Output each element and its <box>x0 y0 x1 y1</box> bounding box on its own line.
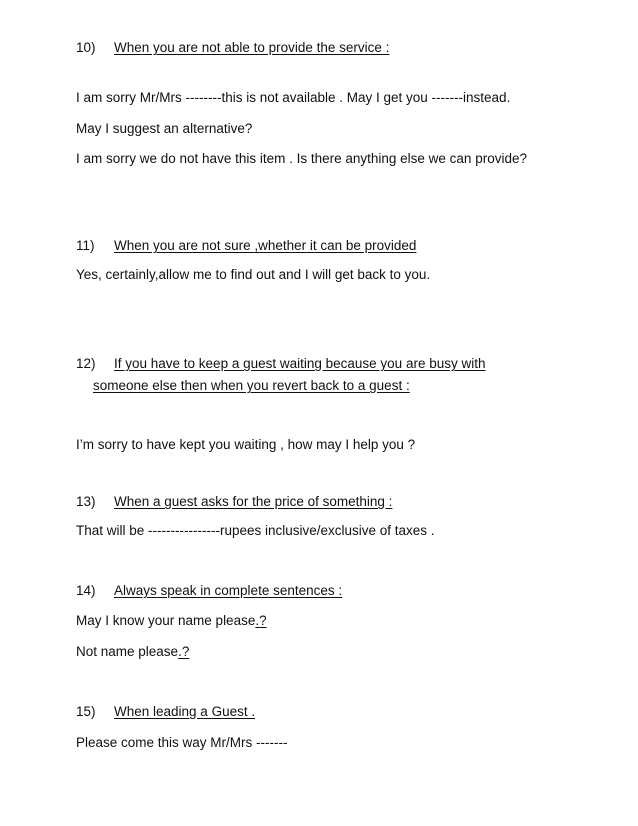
section-heading-text: When you are not sure ,whether it can be provided <box>114 238 417 253</box>
section-15-heading <box>76 703 255 721</box>
line-suffix: .? <box>255 613 267 628</box>
section-10-line-1: I am sorry Mr/Mrs --------this is not available . May I get you -------instead. <box>76 90 511 105</box>
section-13-line-1: That will be ----------------rupees inclusive/exclusive of taxes . <box>76 523 435 538</box>
section-number: 11) <box>76 238 95 253</box>
section-number: 15) <box>76 704 96 719</box>
section-number: 10) <box>76 40 96 55</box>
section-heading-text: When leading a Guest . <box>114 704 256 719</box>
section-14-line-2 <box>76 643 189 661</box>
section-11-line-1: Yes, certainly,allow me to find out and I will get back to you. <box>76 267 431 282</box>
section-heading-text: When a guest asks for the price of something : <box>114 494 393 509</box>
section-heading-text: When you are not able to provide the service : <box>114 40 390 55</box>
section-14-heading <box>76 582 342 600</box>
section-10-line-2: May I suggest an alternative? <box>76 121 253 136</box>
section-heading-text: If you have to keep a guest waiting because you are busy with <box>114 356 486 371</box>
section-12-line-1: I’m sorry to have kept you waiting , how may I help you ? <box>76 437 416 452</box>
section-12-heading-continued <box>93 377 410 395</box>
section-number: 14) <box>76 583 96 598</box>
section-11-heading <box>76 237 416 255</box>
section-heading-text-continued: someone else then when you revert back to a guest : <box>93 378 410 393</box>
section-10-line-3: I am sorry we do not have this item . Is there anything else we can provide? <box>76 151 527 166</box>
line-text: May I know your name please <box>76 613 256 628</box>
line-suffix: .? <box>178 644 190 659</box>
section-heading-text: Always speak in complete sentences : <box>114 583 343 598</box>
section-14-line-1 <box>76 612 267 630</box>
section-10-heading <box>76 39 389 57</box>
line-text: Not name please <box>76 644 179 659</box>
section-number: 13) <box>76 494 96 509</box>
section-number: 12) <box>76 356 96 371</box>
section-13-heading <box>76 493 392 511</box>
section-12-heading <box>76 355 485 373</box>
section-15-line-1: Please come this way Mr/Mrs ------- <box>76 735 288 750</box>
